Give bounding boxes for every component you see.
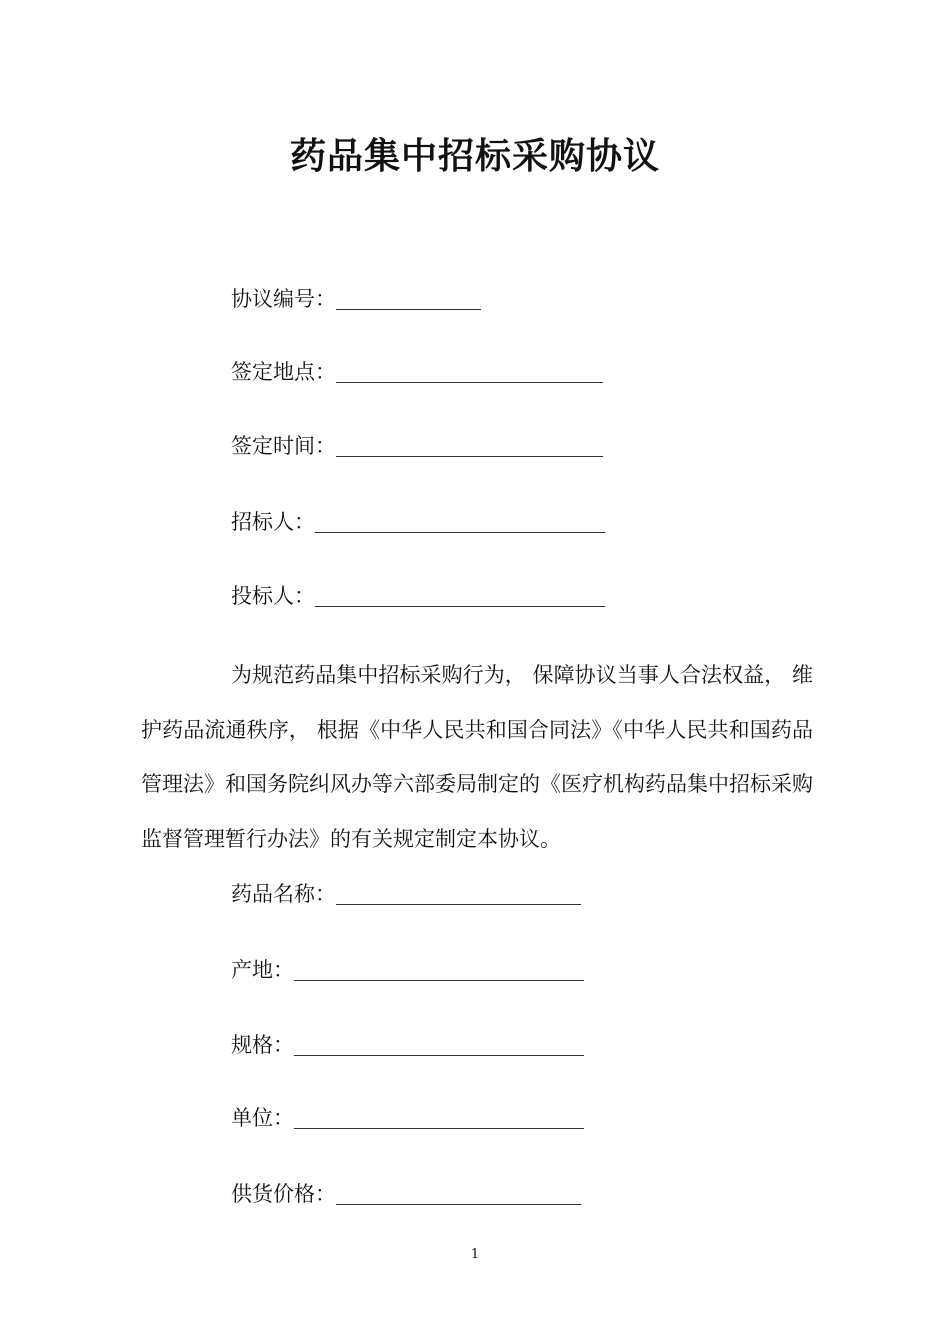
unit-field xyxy=(231,1099,584,1133)
document-title: 药品集中招标采购协议 xyxy=(289,136,660,177)
blank-line xyxy=(336,285,481,310)
field-label: 投标人： xyxy=(231,584,315,608)
supply-price-field xyxy=(231,1175,581,1209)
signing-place-field xyxy=(231,353,603,387)
field-label: 产地： xyxy=(231,958,294,982)
drug-name-field xyxy=(231,875,581,909)
field-label: 招标人： xyxy=(231,510,315,534)
field-label: 供货价格： xyxy=(231,1182,336,1206)
agreement-number-field xyxy=(231,280,481,314)
field-label: 单位： xyxy=(231,1106,294,1130)
blank-line xyxy=(336,432,603,457)
blank-line xyxy=(315,582,605,607)
origin-field xyxy=(231,951,584,985)
signing-time-field xyxy=(231,427,603,461)
blank-line xyxy=(294,1031,584,1056)
blank-line xyxy=(315,508,605,533)
bidder-field xyxy=(231,577,605,611)
field-label: 规格： xyxy=(231,1033,294,1057)
blank-line xyxy=(294,1104,584,1129)
specification-field xyxy=(231,1026,584,1060)
page-number: 1 xyxy=(470,1247,480,1262)
field-label: 签定地点： xyxy=(231,360,336,384)
tenderer-field xyxy=(231,503,605,537)
field-label: 药品名称： xyxy=(231,882,336,906)
field-label: 协议编号： xyxy=(231,287,336,311)
blank-line xyxy=(336,880,581,905)
blank-line xyxy=(336,358,603,383)
blank-line xyxy=(336,1180,581,1205)
field-label: 签定时间： xyxy=(231,434,336,458)
preamble-paragraph: 为规范药品集中招标采购行为， 保障协议当事人合法权益， 维护药品流通秩序， 根据《中华人民共和国合同法》《中华人民共和国药品管理法》和国务院纠风办等六部委局制定的《医疗机构药品集中招标采购监督管理暂行办法》的有关规定制定本协议。 xyxy=(141,663,813,851)
blank-line xyxy=(294,956,584,981)
